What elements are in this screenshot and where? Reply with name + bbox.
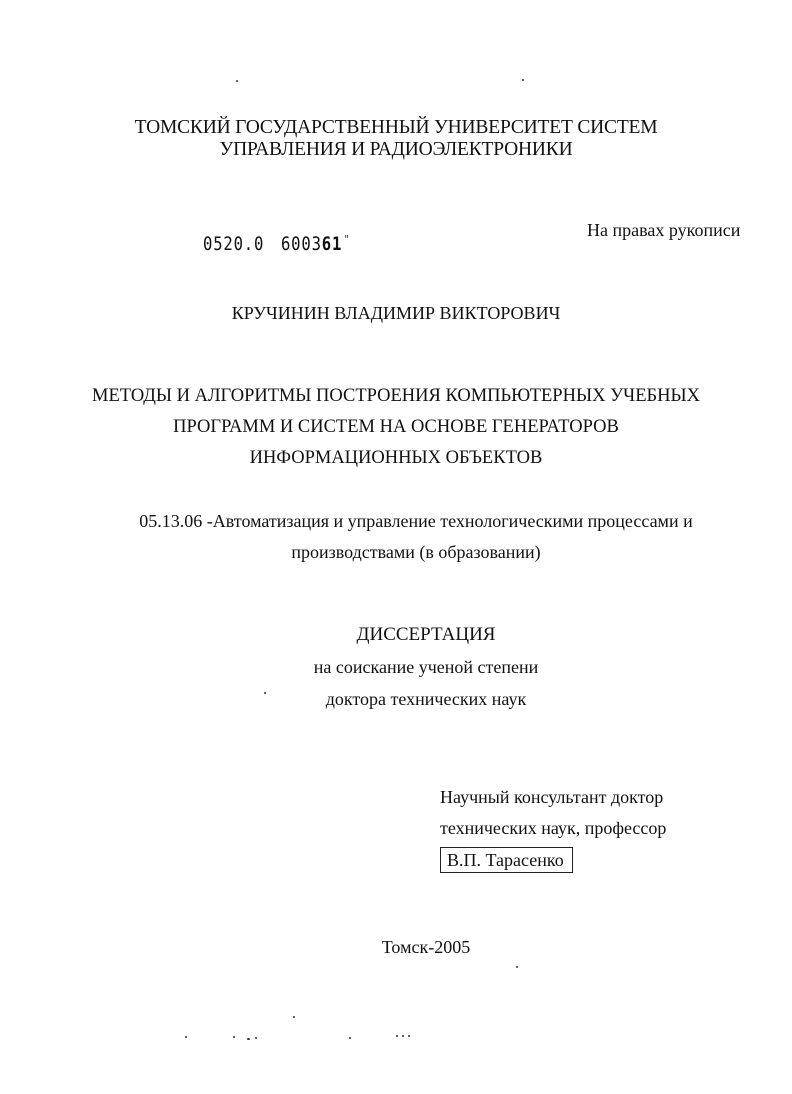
specialty-line-1: 05.13.06 -Автоматизация и управление технологическими процессами и xyxy=(139,511,693,531)
consultant-line-2: технических наук, профессор xyxy=(440,818,667,838)
dissertation-heading: ДИССЕРТАЦИЯ xyxy=(356,624,496,645)
consultant-name: В.П. Тарасенко xyxy=(440,847,573,873)
consultant-block xyxy=(440,782,666,876)
registration-code-part-2: 6003 xyxy=(280,233,322,255)
title-line-2: ПРОГРАММ И СИСТЕМ НА ОСНОВЕ ГЕНЕРАТОРОВ xyxy=(173,417,619,437)
dissertation-line-2: доктора технических наук xyxy=(325,689,527,709)
scan-speck xyxy=(247,1038,250,1040)
scan-speck xyxy=(236,80,238,82)
dissertation-line-1: на соискание ученой степени xyxy=(313,657,539,677)
scan-speck xyxy=(522,79,524,81)
university-name xyxy=(0,117,792,161)
registration-code-mark: " xyxy=(343,233,351,246)
scan-speck xyxy=(516,966,518,968)
scan-speck xyxy=(408,1035,410,1037)
title-line-3: ИНФОРМАЦИОННЫХ ОБЪЕКТОВ xyxy=(249,448,543,468)
registration-code-part-3: 61 xyxy=(321,233,343,255)
registration-code-part-1: 0520.0 xyxy=(203,233,265,255)
university-line-1: ТОМСКИЙ ГОСУДАРСТВЕННЫЙ УНИВЕРСИТЕТ СИСТЕМ xyxy=(134,117,658,138)
scan-speck xyxy=(396,1035,398,1037)
title-line-1: МЕТОДЫ И АЛГОРИТМЫ ПОСТРОЕНИЯ КОМПЬЮТЕРНЫХ УЧЕБНЫХ xyxy=(92,386,700,406)
rights-note: На правах рукописи xyxy=(587,220,741,240)
specialty-line-2: производствами (в образовании) xyxy=(291,542,541,562)
university-line-2: УПРАВЛЕНИЯ И РАДИОЭЛЕКТРОНИКИ xyxy=(219,139,573,160)
specialty xyxy=(20,506,792,568)
city-year: Томск-2005 xyxy=(381,937,471,957)
author-name: КРУЧИНИН ВЛАДИМИР ВИКТОРОВИЧ xyxy=(231,303,561,323)
scan-speck xyxy=(402,1035,404,1037)
scan-speck xyxy=(255,1037,257,1039)
dissertation-title xyxy=(0,381,792,474)
consultant-line-1: Научный консультант доктор xyxy=(440,787,664,807)
scan-speck xyxy=(233,1036,235,1038)
scan-speck xyxy=(349,1037,351,1039)
dissertation-block xyxy=(30,619,792,715)
registration-code xyxy=(203,233,350,255)
scan-speck xyxy=(185,1036,187,1038)
scan-speck xyxy=(293,1016,295,1018)
